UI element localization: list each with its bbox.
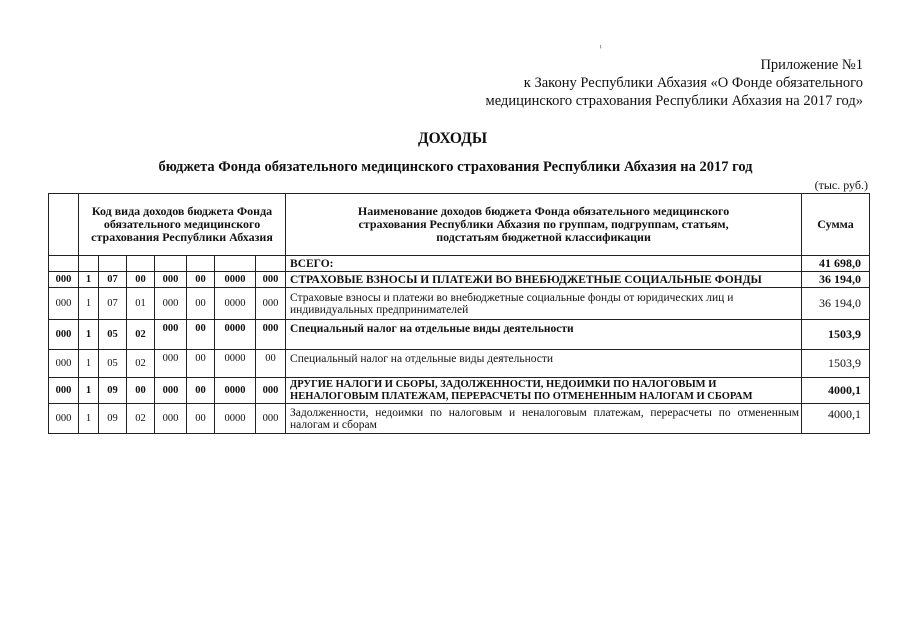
code-cell: 07 (99, 272, 127, 288)
code-column-header: Код вида доходов бюджета Фонда обязательного медицинского страхования Республики Абхазия (79, 194, 286, 256)
code-cell: 1 (79, 378, 99, 404)
code-cell: 00 (187, 272, 215, 288)
code-cell: 1 (79, 272, 99, 288)
code-cell: 0000 (215, 378, 256, 404)
code-cell: 09 (99, 378, 127, 404)
code-cell: 1 (79, 320, 99, 350)
code-cell: 00 (187, 404, 215, 434)
code-cell: 09 (99, 404, 127, 434)
code-cell: 02 (127, 350, 155, 378)
revenue-table (48, 193, 870, 434)
code-cell: 1 (79, 350, 99, 378)
appendix-line-2: к Закону Республики Абхазия «О Фонде обязательного (523, 75, 863, 91)
code-cell: 000 (49, 272, 79, 288)
code-cell: 05 (99, 320, 127, 350)
code-cell: 000 (155, 404, 187, 434)
row-name: Задолженности, недоимки по налоговым и неналоговым платежам, перерасчеты по отмененным налогам и сборам (286, 404, 802, 434)
amount-column-header: Сумма (802, 194, 870, 256)
document-subtitle: бюджета Фонда обязательного медицинского страхования Республики Абхазия на 2017 год (158, 159, 753, 175)
table-row (49, 288, 870, 320)
code-cell: 000 (155, 378, 187, 404)
name-column-header: Наименование доходов бюджета Фонда обязательного медицинского страхования Республики Абхазия по группам, подгруппам, статьям, подстатьям бюджетной классификации (286, 194, 802, 256)
code-cell: 05 (99, 350, 127, 378)
code-cell: 01 (127, 288, 155, 320)
code-cell: 000 (256, 288, 286, 320)
unit-label: (тыс. руб.) (814, 178, 868, 192)
code-cell: 00 (127, 272, 155, 288)
row-amount: 4000,1 (802, 404, 870, 434)
code-cell: 000 (49, 288, 79, 320)
row-amount: 4000,1 (802, 378, 870, 404)
code-cell: 0000 (215, 350, 256, 378)
row-name: Специальный налог на отдельные виды деятельности (286, 350, 802, 378)
table-body (49, 194, 870, 434)
code-cell: 1 (79, 288, 99, 320)
appendix-block (486, 56, 863, 110)
code-cell: 02 (127, 320, 155, 350)
row-name: Страховые взносы и платежи во внебюджетные социальные фонды от юридических лиц и индивидуальных предпринимателей (286, 288, 802, 320)
code-cell: 000 (155, 288, 187, 320)
code-cell: 0000 (215, 288, 256, 320)
row-name: Специальный налог на отдельные виды деятельности (286, 320, 802, 350)
code-cell: 000 (256, 378, 286, 404)
table-row (49, 272, 870, 288)
table-row (49, 378, 870, 404)
code-cell: 000 (256, 404, 286, 434)
code-cell: 00 (256, 350, 286, 378)
total-amount: 41 698,0 (802, 256, 870, 272)
code-cell: 000 (49, 320, 79, 350)
code-cell: 000 (49, 404, 79, 434)
row-amount: 36 194,0 (802, 272, 870, 288)
code-cell: 00 (187, 378, 215, 404)
code-cell: 0000 (215, 404, 256, 434)
code-cell: 000 (155, 320, 187, 350)
code-cell: 000 (256, 272, 286, 288)
code-cell: 0000 (215, 272, 256, 288)
table-row (49, 350, 870, 378)
row-amount: 1503,9 (802, 320, 870, 350)
code-cell: 07 (99, 288, 127, 320)
code-cell: 000 (155, 350, 187, 378)
stray-mark: ⸯ (598, 46, 604, 56)
code-cell: 00 (187, 320, 215, 350)
table-row (49, 320, 870, 350)
code-cell: 0000 (215, 320, 256, 350)
code-cell: 000 (155, 272, 187, 288)
code-cell: 000 (256, 320, 286, 350)
total-label: ВСЕГО: (286, 256, 802, 272)
appendix-line-3: медицинского страхования Республики Абхазия на 2017 год» (485, 93, 863, 109)
table-header-row (49, 194, 870, 256)
row-amount: 36 194,0 (802, 288, 870, 320)
row-name: ДРУГИЕ НАЛОГИ И СБОРЫ, ЗАДОЛЖЕННОСТИ, НЕДОИМКИ ПО НАЛОГОВЫМ И НЕНАЛОГОВЫМ ПЛАТЕЖАМ, ПЕРЕРАСЧЕТЫ ПО ОТМЕНЕННЫМ НАЛОГАМ И СБОРАМ (286, 378, 802, 404)
code-cell: 00 (187, 350, 215, 378)
total-row (49, 256, 870, 272)
row-name: СТРАХОВЫЕ ВЗНОСЫ И ПЛАТЕЖИ ВО ВНЕБЮДЖЕТНЫЕ СОЦИАЛЬНЫЕ ФОНДЫ (286, 272, 802, 288)
code-cell: 000 (49, 378, 79, 404)
code-cell: 00 (187, 288, 215, 320)
code-cell: 00 (127, 378, 155, 404)
code-cell: 02 (127, 404, 155, 434)
table-row (49, 404, 870, 434)
document-title: ДОХОДЫ (417, 130, 488, 147)
row-amount: 1503,9 (802, 350, 870, 378)
code-cell: 1 (79, 404, 99, 434)
code-cell: 000 (49, 350, 79, 378)
appendix-line-1: Приложение №1 (760, 57, 863, 73)
